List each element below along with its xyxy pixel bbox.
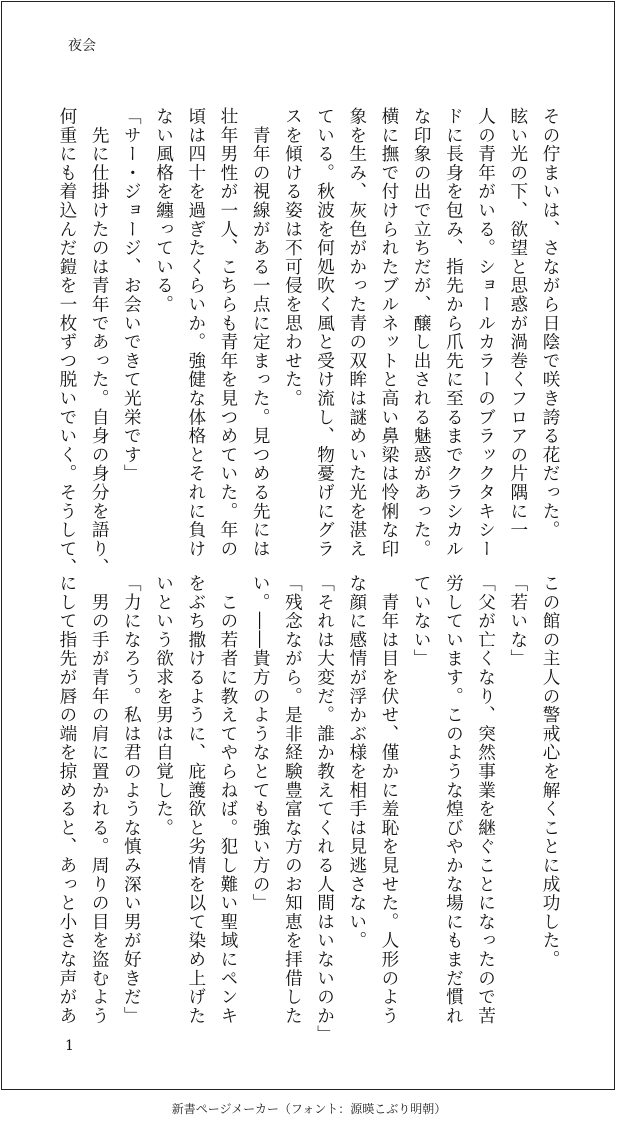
text-column: ない風格を纏っている。 bbox=[153, 107, 174, 314]
text-column: 頃は四十を過ぎたくらいか。強健な体格とそれに負け bbox=[185, 107, 206, 559]
text-column: ている。秋波を何処吹く風と受け流し、物憂げにグラ bbox=[314, 107, 335, 559]
text-column: 男の手が青年の肩に置かれる。周りの目を盗むよう bbox=[89, 574, 110, 1026]
text-column: 象を生み、灰色がかった青の双眸は謎めいた光を湛え bbox=[346, 107, 367, 559]
text-column: 壮年男性が一人、こちらも青年を見つめていた。年の bbox=[217, 107, 238, 559]
text-block-bottom bbox=[51, 574, 566, 1044]
text-column: 横に撫で付けられたブルネットと高い鼻梁は怜悧な印 bbox=[378, 107, 399, 559]
text-column: 「若いな」 bbox=[507, 574, 528, 668]
text-column: 「それは大変だ。誰か教えてくれる人間はいないのか」 bbox=[314, 574, 335, 1044]
text-column: 眩い光の下、欲望と思惑が渦巻くフロアの片隅に一 bbox=[507, 107, 528, 540]
text-column: 労しています。このような煌びやかな場にもまだ慣れ bbox=[443, 574, 464, 1026]
text-column: 青年の視線がある一点に定まった。見つめる先には bbox=[250, 107, 271, 559]
text-column: 青年は目を伏せ、僅かに羞恥を見せた。人形のよう bbox=[378, 574, 399, 1026]
text-column: この若者に教えてやらねば。犯し難い聖域にペンキ bbox=[217, 574, 238, 1026]
text-column: な印象の出で立ちだが、醸し出される魅惑があった。 bbox=[411, 107, 432, 559]
text-column: 「父が亡くなり、突然事業を継ぐことになったので苦 bbox=[475, 574, 496, 1026]
text-column: をぶち撒けるように、庇護欲と劣情を以て染め上げた bbox=[185, 574, 206, 1026]
footer-credit: 新書ページメーカー（フォント：源暎こぶり明朝） bbox=[171, 1102, 447, 1116]
chapter-title: 夜会 bbox=[68, 38, 96, 54]
text-column: 何重にも着込んだ鎧を一枚ずつ脱いでいく。そうして、 bbox=[56, 107, 77, 577]
text-column: にして指先が唇の端を掠めると、あっと小さな声があ bbox=[56, 574, 77, 1026]
text-column: その佇まいは、さながら日陰で咲き誇る花だった。 bbox=[540, 107, 560, 540]
page-number: 1 bbox=[65, 1038, 74, 1054]
text-column: 「サー・ジョージ、お会いできて光栄です」 bbox=[121, 107, 142, 483]
text-column: 「力になろう。私は君のような慎み深い男が好きだ」 bbox=[121, 574, 142, 1026]
text-block-top bbox=[51, 107, 566, 577]
text-column: 人の青年がいる。ショールカラーのブラックタキシー bbox=[475, 107, 496, 559]
text-column: 「残念ながら。是非経験豊富な方のお知恵を拝借した bbox=[282, 574, 303, 1026]
text-column: な顔に感情が浮かぶ様を相手は見逃さない。 bbox=[346, 574, 367, 950]
text-column: スを傾ける姿は不可侵を思わせた。 bbox=[282, 107, 303, 408]
text-column: いという欲求を男は自覚した。 bbox=[153, 574, 174, 838]
page-frame bbox=[1, 1, 615, 1090]
text-column: い。――貴方のようなとても強い方の」 bbox=[250, 574, 271, 913]
text-column: この館の主人の警戒心を解くことに成功した。 bbox=[540, 574, 560, 969]
text-column: 先に仕掛けたのは青年であった。自身の身分を語り、 bbox=[89, 107, 110, 577]
text-column: ドに長身を包み、指先から爪先に至るまでクラシカル bbox=[443, 107, 464, 559]
text-column: ていない」 bbox=[411, 574, 432, 668]
